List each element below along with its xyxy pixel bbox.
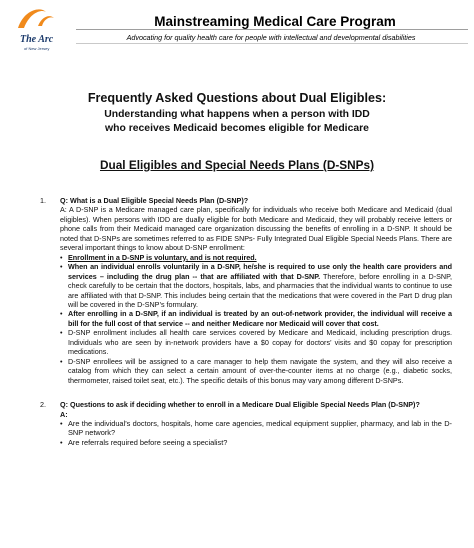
logo-subtext: of New Jersey [24,46,50,51]
section-title [0,158,474,172]
logo-text: The Arc [20,34,54,45]
arc-swoosh-icon [16,6,56,32]
list-item: • Enrollment in a D-SNP is voluntary, and is not required. [60,253,452,262]
faq-item-2 [40,400,452,447]
program-tagline: Advocating for quality health care for people with intellectual and developmental disabilities [126,33,416,42]
document-title: Frequently Asked Questions about Dual Eligibles: [87,91,387,105]
header-divider-lower [76,43,468,44]
list-item: • D-SNP enrollment includes all health care services covered by Medicare and Medicaid, including prescription drugs. Individuals who are seen by in-network providers have a $0 copay for doctors’ visits and $0 copay for prescription medications. [60,328,452,356]
list-item: • D-SNP enrollees will be assigned to a care manager to help them navigate the system, and they will also receive a catalog from which they can select a certain amount of over-the-counter items at no charge (e.g., diabetic socks, thermometer, raised toilet seat, etc.). The specific details of this bonus may vary among different D-SNPs. [60,357,452,385]
list-item: • When an individual enrolls voluntarily in a D-SNP, he/she is required to use only the health care providers and services – including the drug plan -- that are affiliated with that D-SNP. Therefore, before enrolling in a D-SNP, check carefully to be certain that the doctors, hospitals, labs, and pharmacies that the individual wants to continue to use are affiliated with that D-SNP. This includes being certain that the medications that were covered in the Part D drug plan will be covered in the D-SNP’s formulary. [60,262,452,309]
program-title: Mainstreaming Medical Care Program [154,14,396,29]
header-divider [76,29,468,30]
faq-question: Q: Questions to ask if deciding whether to enroll in a Medicare Dual Eligible Special Needs Plan (D-SNP)? [60,400,420,410]
faq-answer: A: A D-SNP is a Medicare managed care plan, specifically for individuals who receive both Medicare and Medicaid (dual eligibles). When persons with IDD are dually eligible for both Medicare and Medicaid, they will probably receive letters or phone calls from their Medicaid managed care organization discussing the benefits of enrolling in a D-SNP. It should be noted that D-SNPs are sometimes referred to as FIDE SNPs- Fully Integrated Dual Eligible Special Needs Plans. There are several important things to know about D-SNP enrollment: [60,205,452,253]
faq-number: 1. [40,196,46,205]
faq-answer-label: A: [60,409,68,419]
faq-number: 2. [40,400,46,410]
faq-body [40,196,452,447]
arc-logo [10,6,60,52]
faq-bullet-list [60,419,452,447]
subtitle-line-2: who receives Medicaid becomes eligible for Medicare [105,122,369,134]
list-item: • Are the individual’s doctors, hospitals, home care agencies, medical equipment supplier, pharmacy, and lab in the D-SNP network? [60,419,452,438]
list-item: • Are referrals required before seeing a specialist? [60,438,452,447]
subtitle-line-1: Understanding what happens when a person with IDD [104,109,370,120]
faq-question: Q: What is a Dual Eligible Special Needs Plan (D-SNP)? [60,196,249,205]
faq-bullet-list [60,253,452,385]
section-title-text: Dual Eligibles and Special Needs Plans (D-SNPs) [99,158,375,172]
faq-item-1 [40,196,452,385]
document-subtitle [0,108,474,135]
list-item: • After enrolling in a D-SNP, if an individual is treated by an out-of-network provider, the individual will receive a bill for the full cost of that service -- and neither Medicare nor Medicaid will cover that cost. [60,309,452,328]
